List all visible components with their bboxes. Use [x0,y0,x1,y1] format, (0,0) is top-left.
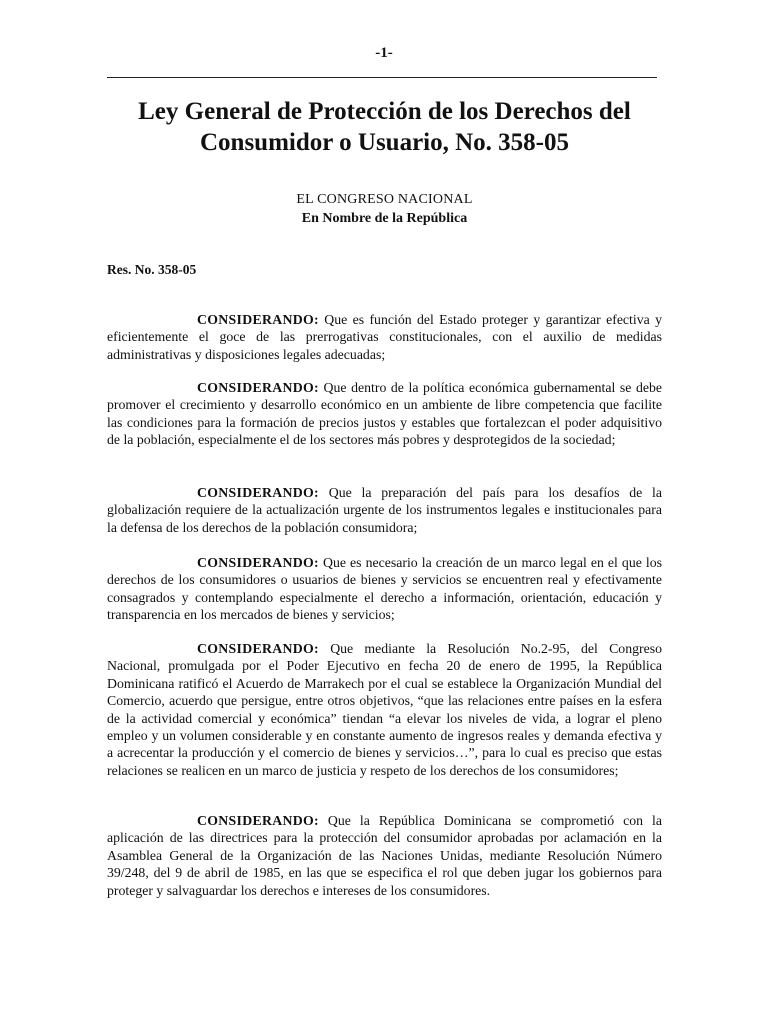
considerando-lead: CONSIDERANDO: [197,813,319,828]
paragraph-text: Que dentro de la política económica gubernamental se debe promover el crecimiento y desarrollo económico en un ambiente de libre competencia que facilite las condiciones para la formación de precios justos y estables que fortalezcan el poder adquisitivo de la población, especialmente el de los sectores más pobres y desprotegidos de la sociedad; [107,380,662,448]
considerando-lead: CONSIDERANDO: [197,555,319,570]
paragraph-text: Que mediante la Resolución No.2-95, del Congreso Nacional, promulgada por el Poder Ejecutivo en fecha 20 de enero de 1995, la República Dominicana ratificó el Acuerdo de Marrakech por el cual se establece la Organización Mundial del Comercio, acuerdo que persigue, entre otros objetivos, “que las relaciones entre países en la esfera de la actividad comercial y económica” tiendan “a elevar los niveles de vida, a lograr el pleno empleo y un volumen considerable y en constante aumento de ingresos reales y demanda efectiva y a acrecentar la producción y el comercio de bienes y servicios…”, para lo cual es preciso que estas relaciones se realicen en un marco de justicia y respeto de los derechos de los consumidores; [107,641,662,778]
considerando-paragraph [107,554,662,624]
congress-subtitle: En Nombre de la República [301,211,468,226]
considerando-paragraph [107,311,662,363]
congress-name: EL CONGRESO NACIONAL [296,192,473,207]
considerando-lead: CONSIDERANDO: [197,485,319,500]
considerando-lead: CONSIDERANDO: [197,380,319,395]
considerando-paragraph [107,640,662,779]
paragraph-text: Que es necesario la creación de un marco legal en el que los derechos de los consumidores o usuarios de bienes y servicios se encuentren real y efectivamente consagrados y contemplando especialmente el derecho a información, orientación, educación y transparencia en los mercados de bienes y servicios; [107,555,662,623]
considerando-lead: CONSIDERANDO: [197,641,319,656]
considerando-lead: CONSIDERANDO: [197,312,319,327]
document-title: Ley General de Protección de los Derechos del Consumidor o Usuario, No. 358-05 [138,98,631,156]
paragraph-text: Que la República Dominicana se comprometió con la aplicación de las directrices para la protección del consumidor aprobadas por aclamación en la Asamblea General de la Organización de las Naciones Unidas, mediante Resolución Número 39/248, del 9 de abril de 1985, en las que se especifica el rol que deben jugar los gobiernos para proteger y salvaguardar los derechos e intereses de los consumidores. [107,813,662,898]
issuing-body [107,190,662,228]
page-number: -1- [375,45,393,61]
resolution-number: Res. No. 358-05 [107,262,197,277]
considerando-paragraph [107,484,662,536]
considerando-paragraph [107,379,662,449]
paragraph-text: Que la preparación del país para los desafíos de la globalización requiere de la actualización urgente de los instrumentos legales e institucionales para la defensa de los derechos de la población consumidora; [107,485,662,535]
paragraph-text: Que es función del Estado proteger y garantizar efectiva y eficientemente el goce de las prerrogativas constitucionales, con el auxilio de medidas administrativas y disposiciones legales adecuadas; [107,312,662,362]
considerando-paragraph [107,812,662,899]
header-divider [107,77,657,78]
